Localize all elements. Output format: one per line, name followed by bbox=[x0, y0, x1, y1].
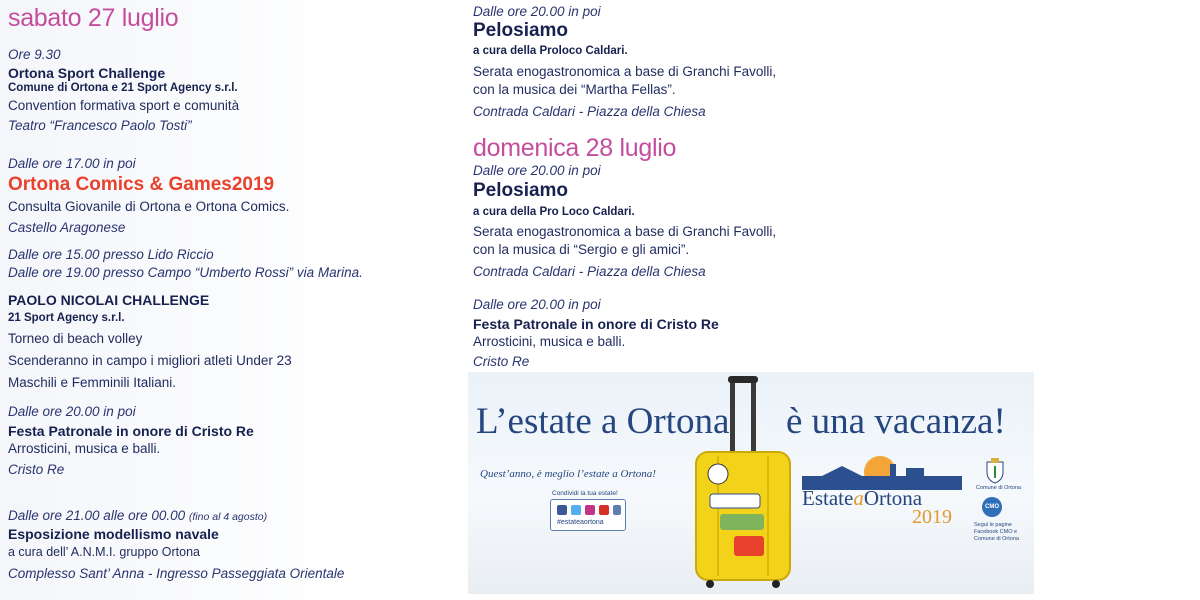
event-title: PAOLO NICOLAI CHALLENGE bbox=[8, 292, 210, 308]
left-column bbox=[0, 0, 458, 600]
event-title: Festa Patronale in onore di Cristo Re bbox=[8, 423, 254, 439]
day-title-saturday: sabato 27 luglio bbox=[8, 4, 179, 32]
poster-slogan-left: L’estate a Ortona bbox=[476, 401, 730, 442]
event-time: Dalle ore 19.00 presso Campo “Umberto Rossi” via Marina. bbox=[8, 265, 363, 280]
event-description: Serata enogastronomica a base di Granchi Favolli, bbox=[473, 64, 777, 79]
event-place: Teatro “Francesco Paolo Tosti” bbox=[8, 118, 192, 133]
event-organizer: a cura della Proloco Caldari. bbox=[473, 45, 628, 57]
event-description: con la musica dei “Martha Fellas”. bbox=[473, 82, 676, 97]
event-time: Dalle ore 20.00 in poi bbox=[473, 163, 601, 178]
event-description: Arrosticini, musica e balli. bbox=[8, 441, 161, 456]
cmo-badge: CMO bbox=[982, 497, 1002, 517]
event-time bbox=[8, 508, 267, 523]
event-organizer: 21 Sport Agency s.r.l. bbox=[8, 312, 125, 324]
logo-word-ortona: Ortona bbox=[863, 486, 923, 510]
coat-of-arms-icon bbox=[984, 458, 1006, 484]
promo-poster bbox=[468, 372, 1034, 594]
event-place: Castello Aragonese bbox=[8, 220, 126, 235]
social-icons-icon bbox=[551, 502, 625, 520]
event-time: Dalle ore 20.00 in poi bbox=[8, 404, 136, 419]
event-organizer: Consulta Giovanile di Ortona e Ortona Comics. bbox=[8, 199, 290, 214]
small-note: Segui le pagine Facebook CMO e Comune di Ortona bbox=[974, 522, 1019, 542]
event-time: Dalle ore 20.00 in poi bbox=[473, 297, 601, 312]
event-title: Festa Patronale in onore di Cristo Re bbox=[473, 316, 719, 332]
comune-label: Comune di Ortona bbox=[976, 485, 1021, 491]
event-organizer: Comune di Ortona e 21 Sport Agency s.r.l. bbox=[8, 82, 238, 94]
share-label: Condividi la tua estate! bbox=[552, 490, 618, 497]
hashtag: #estateaortona bbox=[557, 519, 604, 526]
event-time: Dalle ore 20.00 in poi bbox=[473, 4, 601, 19]
logo-word-estate: Estate bbox=[802, 486, 854, 510]
event-organizer: a cura dell’ A.N.M.I. gruppo Ortona bbox=[8, 545, 200, 559]
event-title: Esposizione modellismo navale bbox=[8, 526, 219, 542]
event-description: Arrosticini, musica e balli. bbox=[473, 334, 626, 349]
event-organizer: a cura della Pro Loco Caldari. bbox=[473, 206, 635, 218]
event-title: Ortona Sport Challenge bbox=[8, 65, 166, 81]
logo-word-a: a bbox=[853, 486, 864, 510]
logo-year: 2019 bbox=[912, 506, 952, 528]
logo-wordmark bbox=[802, 486, 922, 511]
event-place: Contrada Caldari - Piazza della Chiesa bbox=[473, 104, 706, 119]
suitcase-icon bbox=[688, 374, 798, 589]
event-description: Serata enogastronomica a base di Granchi Favolli, bbox=[473, 224, 777, 239]
event-description: Scenderanno in campo i migliori atleti Under 23 bbox=[8, 353, 292, 368]
event-time-main: Dalle ore 21.00 alle ore 00.00 bbox=[8, 508, 186, 523]
event-description: Torneo di beach volley bbox=[8, 331, 143, 346]
event-title-highlight: Ortona Comics & Games2019 bbox=[8, 174, 275, 195]
poster-subtitle: Quest’anno, è meglio l’estate a Ortona! bbox=[480, 468, 656, 480]
poster-slogan-right: è una vacanza! bbox=[786, 401, 1006, 442]
event-title: Pelosiamo bbox=[473, 180, 569, 201]
event-place: Contrada Caldari - Piazza della Chiesa bbox=[473, 264, 706, 279]
event-time: Dalle ore 17.00 in poi bbox=[8, 156, 136, 171]
social-box bbox=[550, 499, 626, 531]
event-description: Maschili e Femminili Italiani. bbox=[8, 375, 177, 390]
event-place: Cristo Re bbox=[8, 462, 65, 477]
event-description: con la musica di “Sergio e gli amici”. bbox=[473, 242, 690, 257]
event-place: Complesso Sant’ Anna - Ingresso Passeggiata Orientale bbox=[8, 566, 345, 581]
day-title-sunday: domenica 28 luglio bbox=[473, 134, 677, 162]
event-title: Pelosiamo bbox=[473, 20, 569, 41]
event-time: Dalle ore 15.00 presso Lido Riccio bbox=[8, 247, 214, 262]
event-description: Convention formativa sport e comunità bbox=[8, 98, 240, 113]
event-place: Cristo Re bbox=[473, 354, 530, 369]
event-time: Ore 9.30 bbox=[8, 47, 61, 62]
event-time-note: (fino al 4 agosto) bbox=[188, 511, 268, 523]
